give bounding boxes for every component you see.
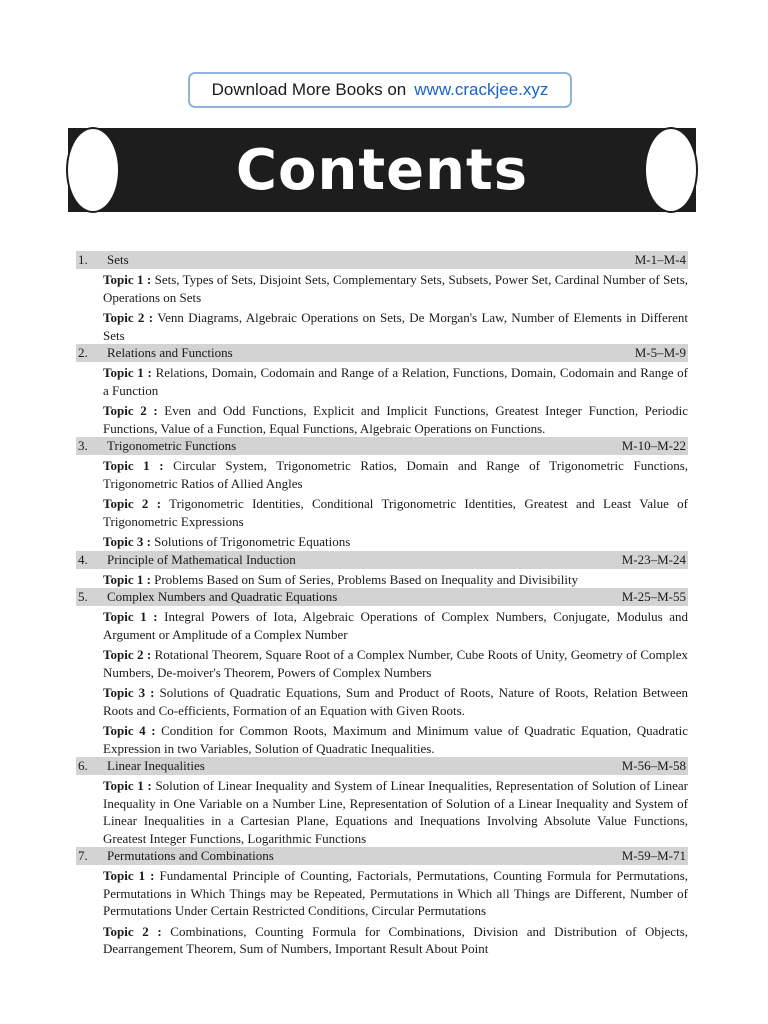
topic-entry (103, 271, 688, 306)
topic-description: Solution of Linear Inequality and System of Linear Inequalities, Representation of Solution of Linear Inequality in One Variable on a Number Line, Representation of Solution of a Linear Inequality and System of Linear Inequalities in a Cartesian Plane, Equations and Inequations Involving Absolute Value Functions, Greatest Integer Functions, Logarithmic Functions (103, 778, 688, 846)
chapter-number: 4. (78, 551, 88, 567)
chapter-pages: M-56–M-58 (621, 758, 686, 773)
topic-label: Topic 4 : (103, 723, 156, 738)
download-banner-link[interactable] (188, 72, 572, 108)
chapter-title: Relations and Functions (107, 345, 233, 360)
chapter-title: Permutations and Combinations (107, 848, 274, 863)
chapter-title: Sets (107, 252, 129, 267)
topic-entry (103, 777, 688, 847)
topic-description: Problems Based on Sum of Series, Problems Based on Inequality and Divisibility (154, 571, 579, 587)
chapter-title: Principle of Mathematical Induction (107, 551, 296, 567)
topic-description: Trigonometric Identities, Conditional Trigonometric Identities, Greatest and Least Value of Trigonometric Expressions (103, 496, 689, 529)
topic-description: Integral Powers of Iota, Algebraic Operations of Complex Numbers, Conjugate, Modulus and Argument or Amplitude of a Complex Number (103, 609, 689, 642)
table-of-contents (76, 251, 688, 958)
topic-label: Topic 1 : (103, 571, 151, 587)
topic-entry (103, 402, 688, 437)
topic-entry (103, 923, 688, 958)
chapter-row[interactable] (76, 551, 688, 569)
chapter-pages: M-5–M-9 (634, 345, 686, 360)
topic-entry (103, 309, 688, 344)
chapter-row[interactable] (76, 847, 688, 865)
topic-description: Solutions of Quadratic Equations, Sum and Product of Roots, Nature of Roots, Relation Between Roots and Co-efficients, Formation of an Equation with Given Roots. (103, 685, 689, 718)
chapter-pages: M-10–M-22 (621, 438, 686, 453)
topic-description: Combinations, Counting Formula for Combinations, Division and Distribution of Objects, Dearrangement Theorem, Sum of Numbers, Important Result About Point (103, 923, 689, 956)
banner-lead-text: Download More Books on (211, 80, 407, 99)
topic-entry (103, 608, 688, 643)
topic-description: Fundamental Principle of Counting, Factorials, Permutations, Counting Formula for Permutations, Permutations in Which Things may be Repeated, Permutations in Which all Things are Different, Number of Permutations Under Certain Restricted Conditions, Circular Permutations (103, 868, 689, 918)
chapter-pages: M-59–M-71 (621, 848, 686, 863)
topic-description: Sets, Types of Sets, Disjoint Sets, Complementary Sets, Subsets, Power Set, Cardinal Number of Sets, Operations on Sets (103, 272, 689, 305)
scroll-cap-right (644, 127, 698, 213)
topic-label: Topic 1 : (103, 778, 152, 793)
topic-label: Topic 2 : (103, 310, 154, 325)
topic-label: Topic 3 : (103, 685, 155, 700)
topic-description: Condition for Common Roots, Maximum and Minimum value of Quadratic Equation, Quadratic Expression in two Variables, Solution of Quadratic Inequalities. (103, 723, 689, 756)
topic-entry (103, 722, 688, 757)
topic-entry (103, 867, 688, 920)
chapter-number: 7. (78, 848, 88, 863)
chapter-number: 1. (78, 252, 88, 267)
topic-label: Topic 2 : (103, 923, 162, 939)
topic-entry (103, 533, 688, 551)
topic-description: Venn Diagrams, Algebraic Operations on Sets, De Morgan's Law, Number of Elements in Different Sets (103, 310, 688, 343)
topic-entry (103, 364, 688, 399)
topic-label: Topic 1 : (103, 272, 152, 287)
chapter-row[interactable] (76, 437, 688, 455)
topic-label: Topic 1 : (103, 609, 158, 624)
chapter-row[interactable] (76, 344, 688, 362)
topic-label: Topic 1 : (103, 365, 152, 380)
topic-description: Circular System, Trigonometric Ratios, Domain and Range of Trigonometric Functions, Trigonometric Ratios of Allied Angles (103, 458, 688, 491)
chapter-title: Linear Inequalities (107, 758, 205, 773)
topic-entry (103, 571, 688, 589)
chapter-title: Complex Numbers and Quadratic Equations (107, 589, 338, 604)
chapter-number: 3. (78, 438, 88, 453)
chapter-title: Trigonometric Functions (107, 438, 237, 453)
topic-label: Topic 1 : (103, 868, 155, 883)
chapter-row[interactable] (76, 757, 688, 775)
topic-entry (103, 684, 688, 719)
chapter-row[interactable] (76, 588, 688, 606)
chapter-number: 6. (78, 758, 88, 773)
chapter-row[interactable] (76, 251, 688, 269)
topic-label: Topic 3 : (103, 534, 151, 549)
topic-description: Relations, Domain, Codomain and Range of a Relation, Functions, Domain, Codomain and Range of a Function (103, 365, 689, 398)
topic-entry (103, 457, 688, 492)
topic-entry (103, 495, 688, 530)
topic-label: Topic 1 : (103, 458, 164, 473)
contents-title-bar (68, 128, 696, 212)
topic-description: Rotational Theorem, Square Root of a Complex Number, Cube Roots of Unity, Geometry of Complex Numbers, De-moiver's Theorem, Powers of Complex Numbers (103, 647, 688, 680)
chapter-number: 2. (78, 345, 88, 360)
chapter-pages: M-25–M-55 (621, 589, 686, 604)
topic-description: Solutions of Trigonometric Equations (154, 534, 351, 549)
topic-label: Topic 2 : (103, 403, 158, 418)
chapter-pages: M-23–M-24 (621, 551, 686, 567)
scroll-cap-left (66, 127, 120, 213)
topic-description: Even and Odd Functions, Explicit and Implicit Functions, Greatest Integer Function, Periodic Functions, Value of a Function, Equal Functions, Algebraic Operations on Functions. (103, 403, 689, 436)
page-title: Contents (235, 137, 529, 203)
topic-entry (103, 646, 688, 681)
topic-label: Topic 2 : (103, 647, 152, 662)
banner-url[interactable]: www.crackjee.xyz (414, 80, 549, 99)
topic-label: Topic 2 : (103, 496, 162, 511)
chapter-pages: M-1–M-4 (634, 252, 686, 267)
chapter-number: 5. (78, 589, 88, 604)
